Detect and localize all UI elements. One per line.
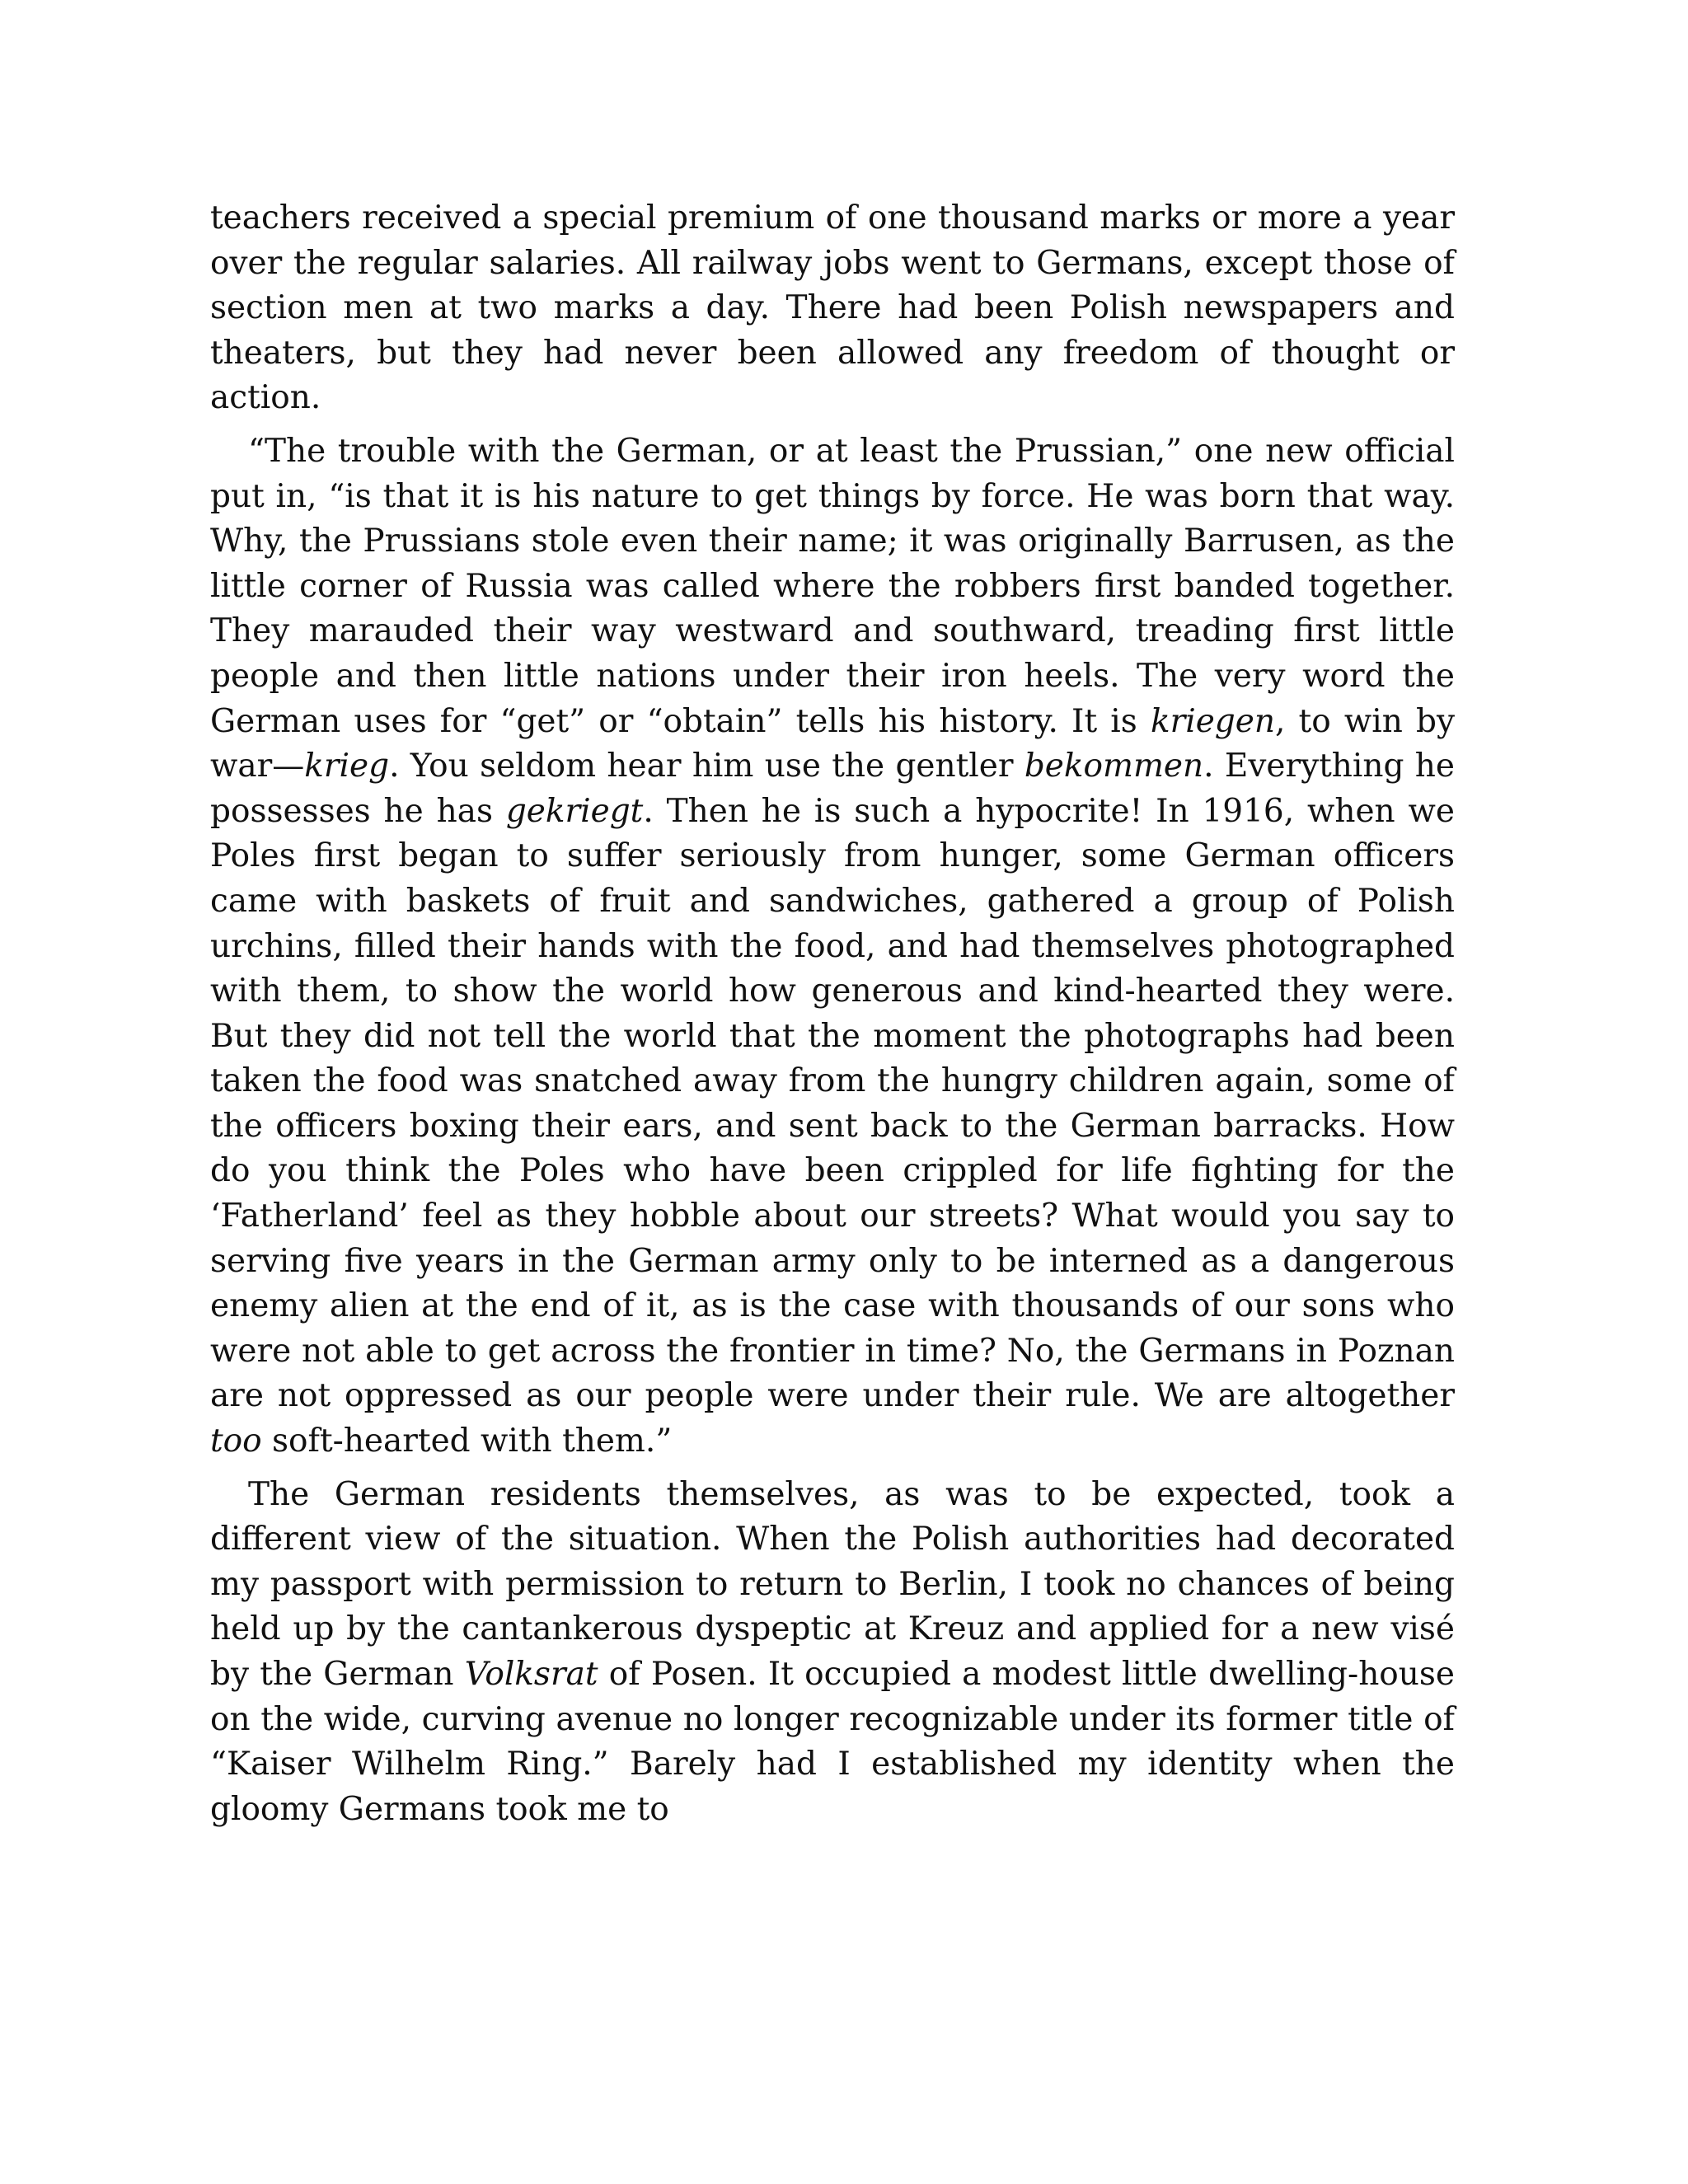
text-run: . Then he is such a hypocrite! In 1916, when we Poles first began to suffer seriously from hunger, some German officers came with baskets of fruit and sandwiches, gathered a group of Polish urchins, filled their hands with the food, and had themselves photographed with them, to show the world how generous and kind-hearted they were. But they did not tell the world that the moment the photographs had been taken the food was snatched away from the hungry children again, some of the officers boxing their ears, and sent back to the German barracks. How do you think the Poles who have been crippled for life fighting for the ‘Fatherland’ feel as they hobble about our streets? What would you say to serving five years in the German army only to be interned as a dangerous enemy alien at the end of it, as is the case with thousands of our sons who were not able to get across the frontier in time? No, the Germans in Poznan are not oppressed as our people were under their rule. We are altogether bbox=[210, 792, 1455, 1415]
paragraph bbox=[210, 429, 1455, 1465]
text-run: “The trouble with the German, or at least the Prussian,” one new official put in, “is that it is his nature to get things by force. He was born that way. Why, the Prussians stole even their name; it was originally Barrusen, as the little corner of Russia was called where the robbers first banded together. They marauded their way westward and southward, treading first little people and then little nations under their iron heels. The very word the German uses for “get” or “obtain” tells his history. It is bbox=[210, 432, 1455, 740]
text-run: of Posen. It occupied a modest little dwelling-house on the wide, curving avenue no longer recognizable under its former title of “Kaiser Wilhelm Ring.” Barely had I established my identity when the gloomy Germans took me to bbox=[210, 1656, 1456, 1828]
text-run: . You seldom hear him use the gentler bbox=[389, 748, 1025, 785]
text-run: . Everything he possesses he has bbox=[210, 748, 1455, 830]
text-run: The German residents themselves, as was to be expected, took a different view of the situation. When the Polish authorities had decorated my passport with permission to return to Berlin, I took no chances of being held up by the cantankerous dyspeptic at Kreuz and applied for a new visé by the German bbox=[210, 1475, 1455, 1693]
italic-run: krieg bbox=[304, 748, 390, 785]
paragraph bbox=[210, 196, 1455, 421]
italic-run: bekommen bbox=[1024, 748, 1204, 785]
page-body bbox=[210, 196, 1455, 1840]
text-run: soft-hearted with them.” bbox=[261, 1422, 673, 1460]
paragraph bbox=[210, 1473, 1455, 1833]
text-run: teachers received a special premium of one thousand marks or more a year over the regular salaries. All railway jobs went to Germans, except those of section men at two marks a day. There had been Polish newspapers and theaters, but they had never been allowed any freedom of thought or action. bbox=[210, 199, 1455, 417]
italic-run: Volksrat bbox=[464, 1656, 598, 1693]
italic-run: too bbox=[210, 1422, 262, 1460]
italic-run: gekriegt bbox=[505, 792, 644, 830]
text-run: , to win by war— bbox=[210, 702, 1455, 785]
italic-run: kriegen bbox=[1150, 702, 1275, 740]
